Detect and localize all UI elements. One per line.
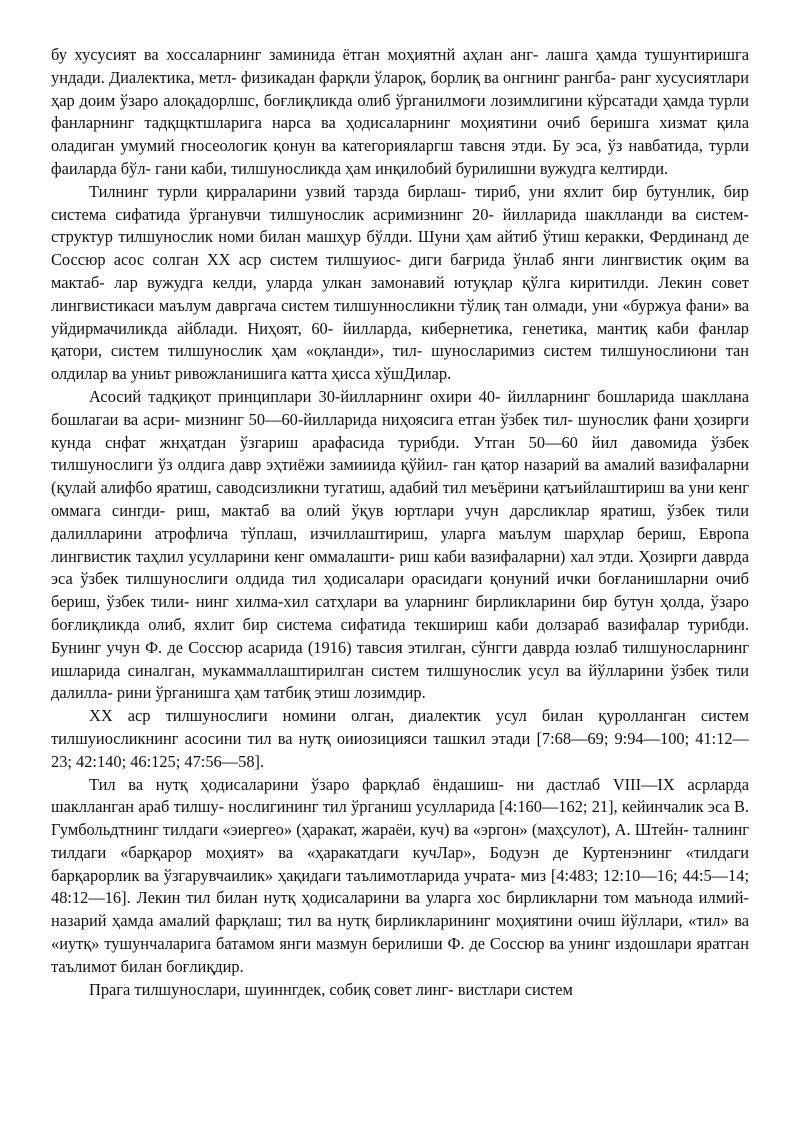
paragraph-2: Тилнинг турли қирраларини узвий тарзда бирлаш- тириб, уни яхлит бир бутунлик, бир система сифатида ўрганувчи тилшунослик асримизнинг 20- йилларида шаклланди ва систем-структур тилшунослик номи билан машҳур бўлди. Шуни ҳам айтиб ўтиш керакки, Фердинанд де Соссюр асос солган XX аср систем тилшуиос- диги бағрида ўнлаб янги лингвистик оқим ва мактаб- лар вужудга келди, уларда улкан замонавий ютуқлар қўлга киритилди. Лекин совет лингвистикаси маълум давргача систем тилшунносликни тўлиқ тан олмади, уни «буржуа фани» ва уйдирмачиликда айблади. Ниҳоят, 60- йилларда, кибернетика, генетика, мантиқ каби фанлар қатори, систем тилшунослик ҳам «оқланди», тил- шуносларимиз систем тилшунослиюни тан олдилар ва униьт ривожланишига катта ҳисса хўшДилар. (51, 181, 749, 384)
document-page (51, 44, 749, 1124)
paragraph-5: Тил ва нутқ ҳодисаларини ўзаро фарқлаб ёндашиш- ни дастлаб VIII—IX асрларда шаклланган араб тилшу- нослигининг тил ўрганиш усулларида [4:160—162; 21], кейинчалик эса В. Гумбольдтнинг тилдаги «эиергео» (ҳаракат, жараёи, куч) ва «эргон» (маҳсулот), А. Штейн- талнинг тилдаги «барқарор моҳият» ва «ҳаракатдаги кучЛар», Бодуэн де Куртенэнинг «тилдаги барқарорлик ва ўзгарувчаилик» ҳақидаги таълимотларида учрата- миз [4:483; 12:10—16; 44:5—14; 48:12—16]. Лекин тил билан нутқ ҳодисаларини ва уларга хос бирликларни том маънода илмий-назарий ҳамда амалий фарқлаш; тил ва нутқ бирликларининг моҳиятини очиш йўллари, «тил» ва «иутқ» тушунчаларига батамом янги мазмун берилиши Ф. де Соссюр ва унинг издошлари яратган таълимот билан боғлиқдир. (51, 774, 749, 976)
paragraph-1: бу хусусият ва хоссаларнинг заминида ётган моҳиятнй аҳлан анг- лашга ҳамда тушунтиришга ундади. Диалектика, метл- физикадан фарқли ўлароқ, борлиқ ва онгнинг рангба- ранг хусусиятлари ҳар доим ўзаро алоқадорлшс, боғлиқликда олиб ўрганилмоғи лозимлигини кўрсатади ҳамда турли фанларнинг тадқщктшларига нарса ва ҳодисаларнинг моҳиятини очиб беришга хизмат қила оладиган умумий гносеологик қонун ва категорияларгш тавсня этди. Бу эса, ўз навбатида, турли фаиларда бўл- гани каби, тилшуносликда ҳам инқилобий бурилишни вужудга келтирди. (51, 45, 749, 178)
paragraph-6: Прага тилшунослари, шуиннгдек, собиқ совет линг- вистлари систем (89, 979, 573, 999)
paragraph-3: Асосий тадқиқот принциплари 30-йилларнинг охири 40- йилларнинг бошларида шакллана бошлагаи ва асри- мизнинг 50—60-йилларида ниҳоясига етган ўзбек тил- шунослик фани ҳозирги кунда снфат жнҳатдан ўзгариш арафасида турибди. Утган 50—60 йил давомида ўзбек тилшунослиги ўз олдига давр эҳтиёжи замииида қўйил- ган қатор назарий ва амалий вазифаларни (қулай алифбо яратиш, саводсизликни тугатиш, адабий тил меъёрини қатъийлаштириш ва уни кенг оммага сингди- риш, мактаб ва олий ўқув юртлари учун дарсликлар яратиш, ўзбек тили далилларини атрофлича тўплаш, изчиллаштириш, уларга маълум шарҳлар бериш, Европа лингвистик таҳлил усулларини кенг оммалашти- риш каби вазифаларни) хал этди. Ҳозирги даврда эса ўзбек тилшунослиги олдида тил ҳодисалари орасидаги қонуний ички боғланишларни очиб бериш, ўзбек тили- нинг хилма-хил сатҳлари ва уларнинг бирликларини бир бутун ҳолда, ўзаро боғлиқликда олиб, яхлит бир система сифатида текшириш каби долзараб вазифалар турибди. Бунинг учун Ф. де Соссюр асарида (1916) тавсия этилган, сўнгги даврда юзлаб тилшуносларнинг ишларида синалган, мукаммаллаштирилган систем тилшунослик усул ва йўлларини ўзбек тили далилла- рини ўрганишга ҳам татбиқ этиш лозимдир. (51, 386, 749, 703)
paragraph-4: XX аср тилшунослиги номини олган, диалектик усул билан қуролланган систем тилшуиосликнинг асосини тил ва нутқ оииозицияси ташкил этади [7:68—69; 9:94—100; 41:12—23; 42:140; 46:125; 47:56—58]. (51, 706, 749, 771)
